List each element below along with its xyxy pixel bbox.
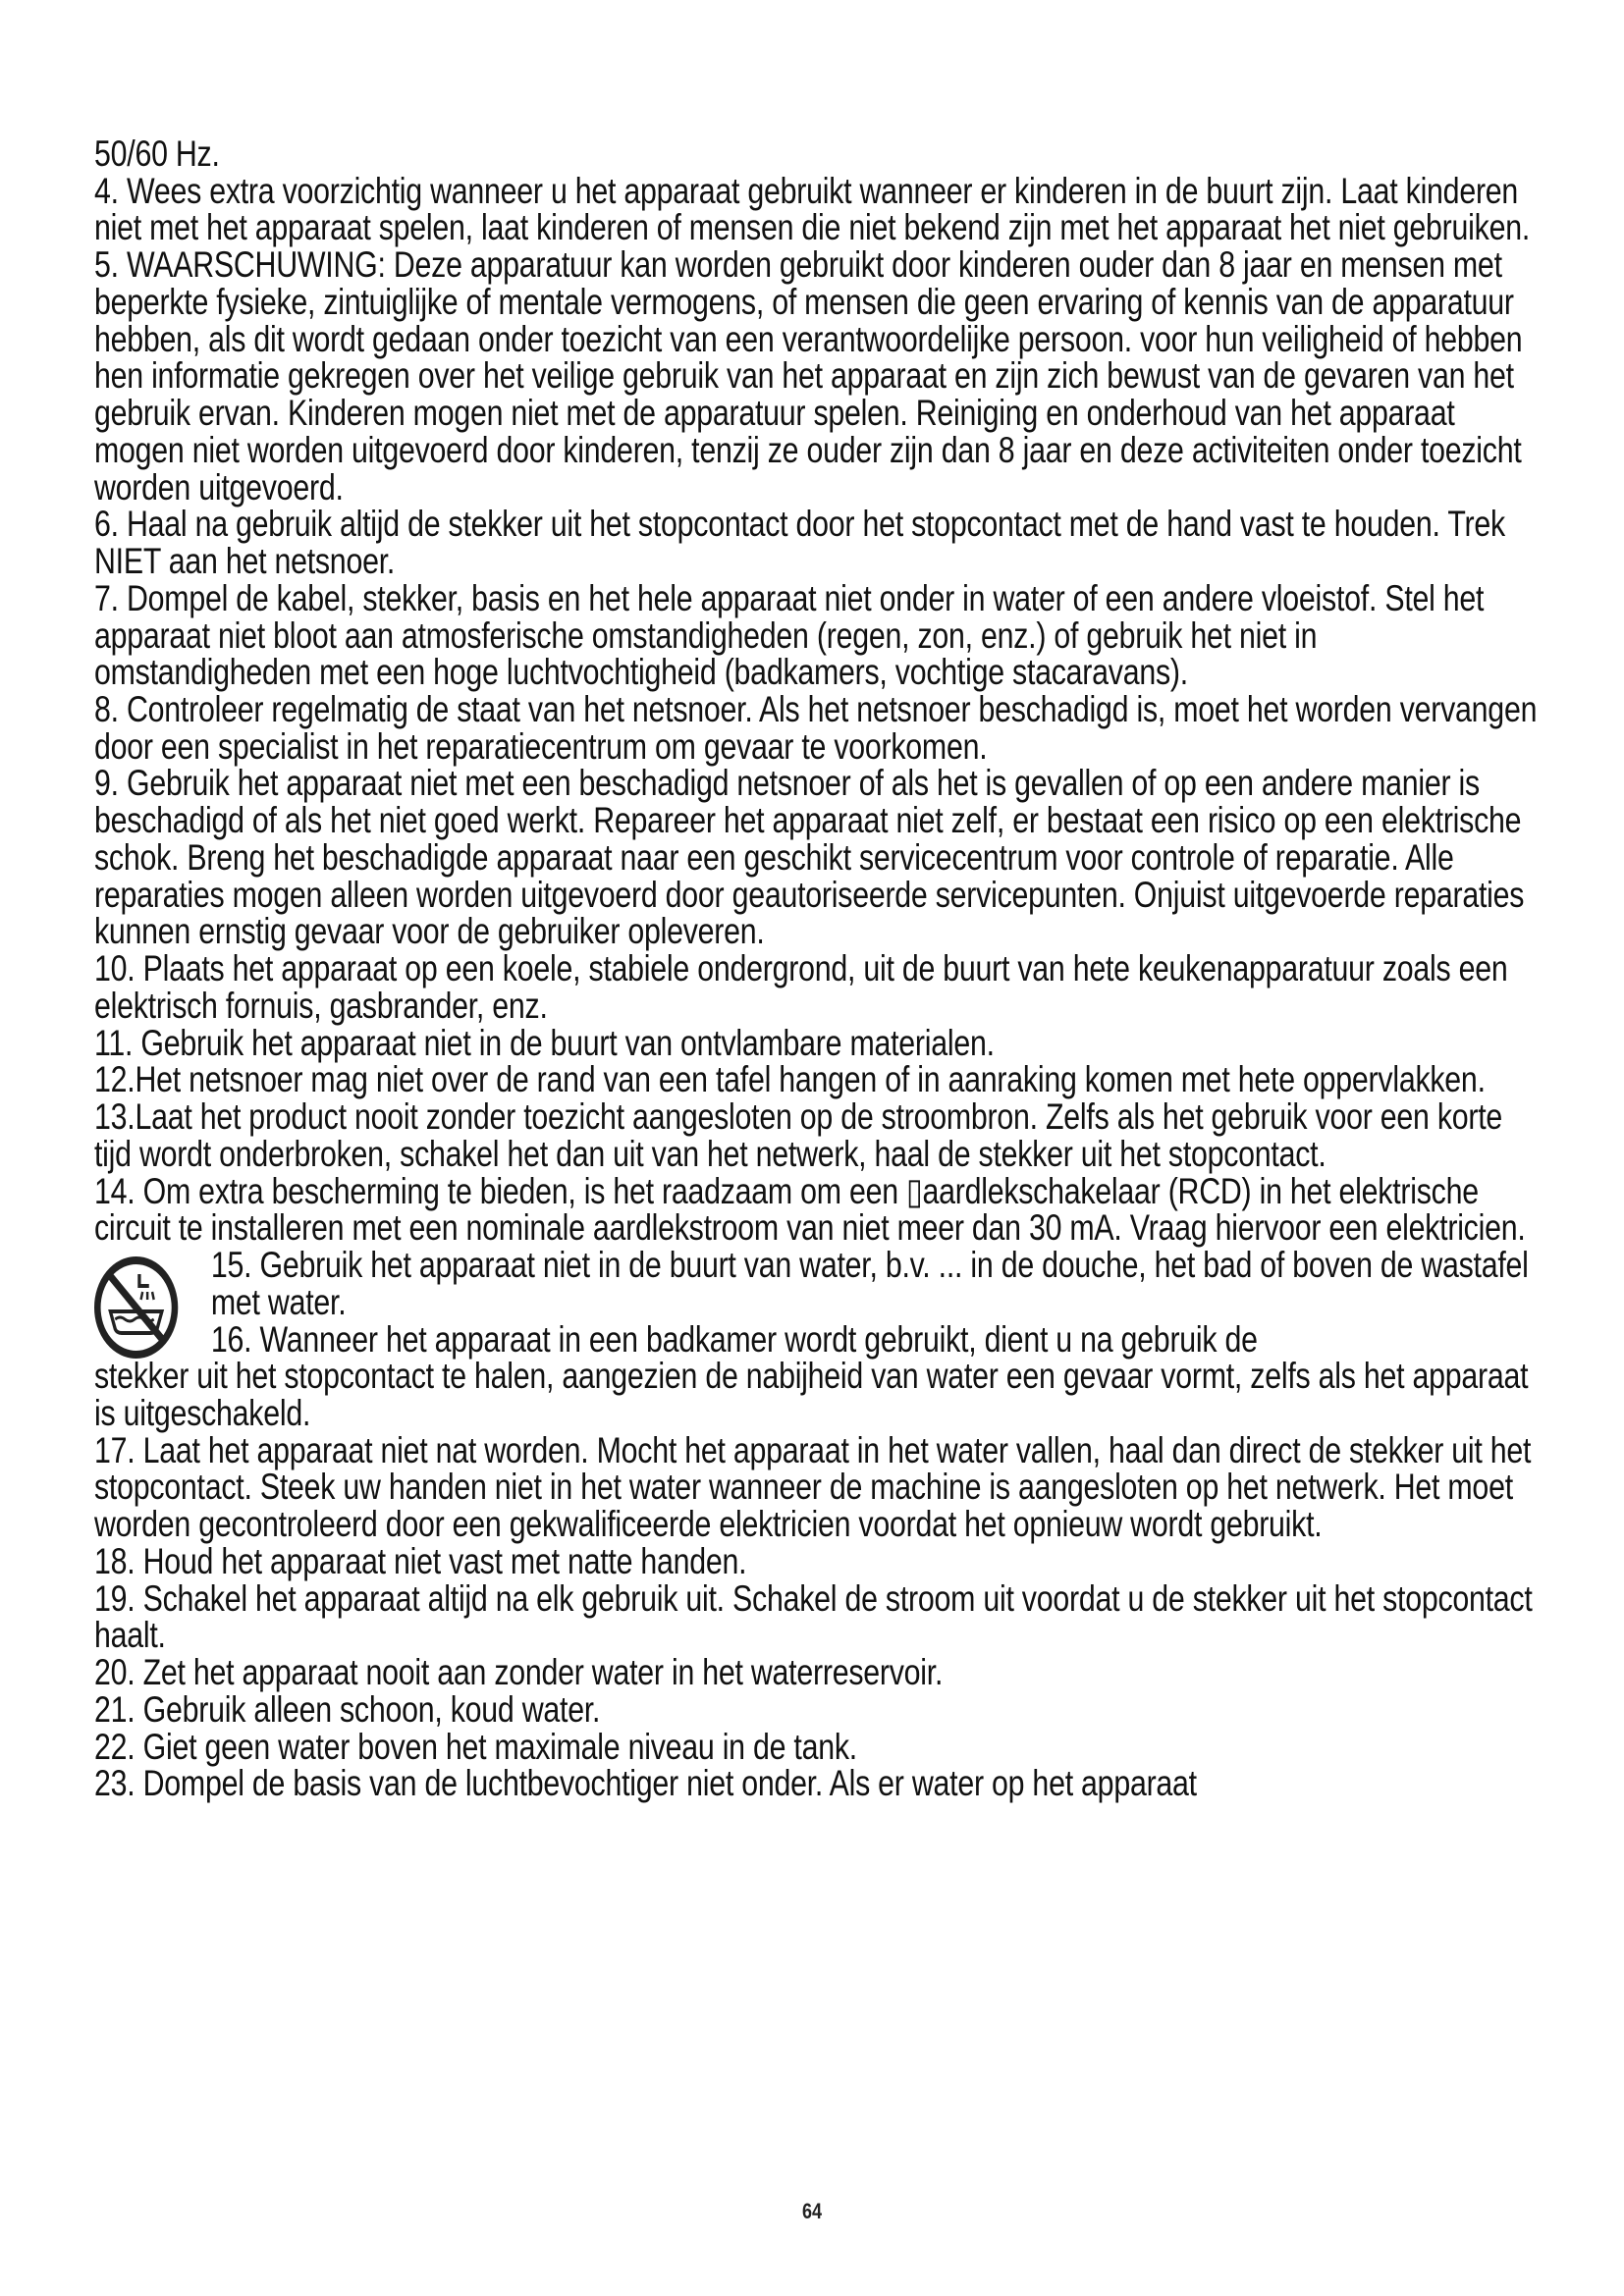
no-water-bathtub-icon [91, 1253, 182, 1362]
paragraph-19: 19. Schakel het apparaat altijd na elk gebruik uit. Schakel de stroom uit voordat u de stekker uit het stopcontact haalt. [94, 1577, 1533, 1656]
paragraph-5-warning: 5. WAARSCHUWING: Deze apparatuur kan worden gebruikt door kinderen ouder dan 8 jaar en mensen met beperkte fysieke, zintuiglijke of mentale vermogens, of mensen die geen ervaring of kennis van de apparatuur hebben, als dit wordt gedaan onder toezicht van een verantwoordelijke persoon. voor hun veiligheid of hebben hen informatie gekregen over het veilige gebruik van het apparaat en zijn zich bewust van de gevaren van het gebruik ervan. Kinderen mogen niet met de apparatuur spelen. Reiniging en onderhoud van het apparaat mogen niet worden uitgevoerd door kinderen, tenzij ze ouder zijn dan 8 jaar en deze activiteiten onder toezicht worden uitgevoerd. [94, 244, 1523, 507]
paragraph-15: 15. Gebruik het apparaat niet in de buurt van water, b.v. ... in de douche, het bad of boven de wastafel met water. [210, 1245, 1529, 1322]
paragraph-13: 13.Laat het product nooit zonder toezicht aangesloten op de stroombron. Zelfs als het gebruik voor een korte tijd wordt onderbroken, schakel het dan uit van het netwerk, haal de stekker uit het stopcontact. [94, 1096, 1503, 1174]
paragraph-18: 18. Houd het apparaat niet vast met natte handen. [94, 1540, 747, 1581]
paragraph-16-continued: stekker uit het stopcontact te halen, aangezien de nabijheid van water een gevaar vormt, zelfs als het apparaat is uitgeschakeld. [94, 1356, 1529, 1433]
paragraph-21: 21. Gebruik alleen schoon, koud water. [94, 1688, 601, 1730]
paragraph-11: 11. Gebruik het apparaat niet in de buurt van ontvlambare materialen. [94, 1022, 995, 1063]
paragraph-voltage: 50/60 Hz. [94, 133, 220, 174]
paragraph-16-first-line: 16. Wanneer het apparaat in een badkamer wordt gebruikt, dient u na gebruik de [210, 1318, 1258, 1360]
paragraph-10: 10. Plaats het apparaat op een koele, stabiele ondergrond, uit de buurt van hete keukenapparatuur zoals een elektrisch fornuis, gasbrander, enz. [94, 948, 1508, 1026]
paragraph-9: 9. Gebruik het apparaat niet met een beschadigd netsnoer of als het is gevallen of op een andere manier is beschadigd of als het niet goed werkt. Repareer het apparaat niet zelf, er bestaat een risico op een elektrische schok. Breng het beschadigde apparaat naar een geschikt servicecentrum voor controle of reparatie. Alle reparaties mogen alleen worden uitgevoerd door geautoriseerde servicepunten. Onjuist uitgevoerde reparaties kunnen ernstig gevaar voor de gebruiker opleveren. [94, 763, 1525, 952]
paragraph-4: 4. Wees extra voorzichtig wanneer u het apparaat gebruikt wanneer er kinderen in de buurt zijn. Laat kinderen niet met het apparaat spelen, laat kinderen of mensen die niet bekend zijn met het apparaat het niet gebruiken. [94, 170, 1531, 248]
paragraph-20: 20. Zet het apparaat nooit aan zonder water in het waterreservoir. [94, 1652, 944, 1693]
paragraph-17: 17. Laat het apparaat niet nat worden. Mocht het apparaat in het water vallen, haal dan direct de stekker uit het stopcontact. Steek uw handen niet in het water wanneer de machine is aangesloten op het netwerk. Het moet worden gecontroleerd door een gekwalificeerde elektricien voordat het opnieuw wordt gebruikt. [94, 1429, 1532, 1545]
document-page [94, 135, 1538, 1802]
paragraph-23: 23. Dompel de basis van de luchtbevochtiger niet onder. Als er water op het apparaat [94, 1763, 1197, 1804]
paragraph-22: 22. Giet geen water boven het maximale niveau in de tank. [94, 1726, 857, 1767]
page-number: 64 [801, 2199, 823, 2223]
paragraph-8: 8. Controleer regelmatig de staat van het netsnoer. Als het netsnoer beschadigd is, moet het worden vervangen door een specialist in het reparatiecentrum om gevaar te voorkomen. [94, 689, 1538, 767]
paragraph-12: 12.Het netsnoer mag niet over de rand van een tafel hangen of in aanraking komen met hete oppervlakken. [94, 1059, 1486, 1100]
water-warning-block [94, 1247, 1539, 1358]
paragraph-14: 14. Om extra bescherming te bieden, is het raadzaam om een ▯aardlekschakelaar (RCD) in het elektrische circuit te installeren met een nominale aardlekstroom van niet meer dan 30 mA. Vraag hiervoor een elektricien. [94, 1170, 1526, 1249]
paragraph-7: 7. Dompel de kabel, stekker, basis en het hele apparaat niet onder in water of een andere vloeistof. Stel het apparaat niet bloot aan atmosferische omstandigheden (regen, zon, enz.) of gebruik het niet in omstandigheden met een hoge luchtvochtigheid (badkamers, vochtige stacaravans). [94, 577, 1485, 693]
document-body [94, 135, 1539, 1802]
paragraph-6: 6. Haal na gebruik altijd de stekker uit het stopcontact door het stopcontact met de hand vast te houden. Trek NIET aan het netsnoer. [94, 504, 1505, 582]
